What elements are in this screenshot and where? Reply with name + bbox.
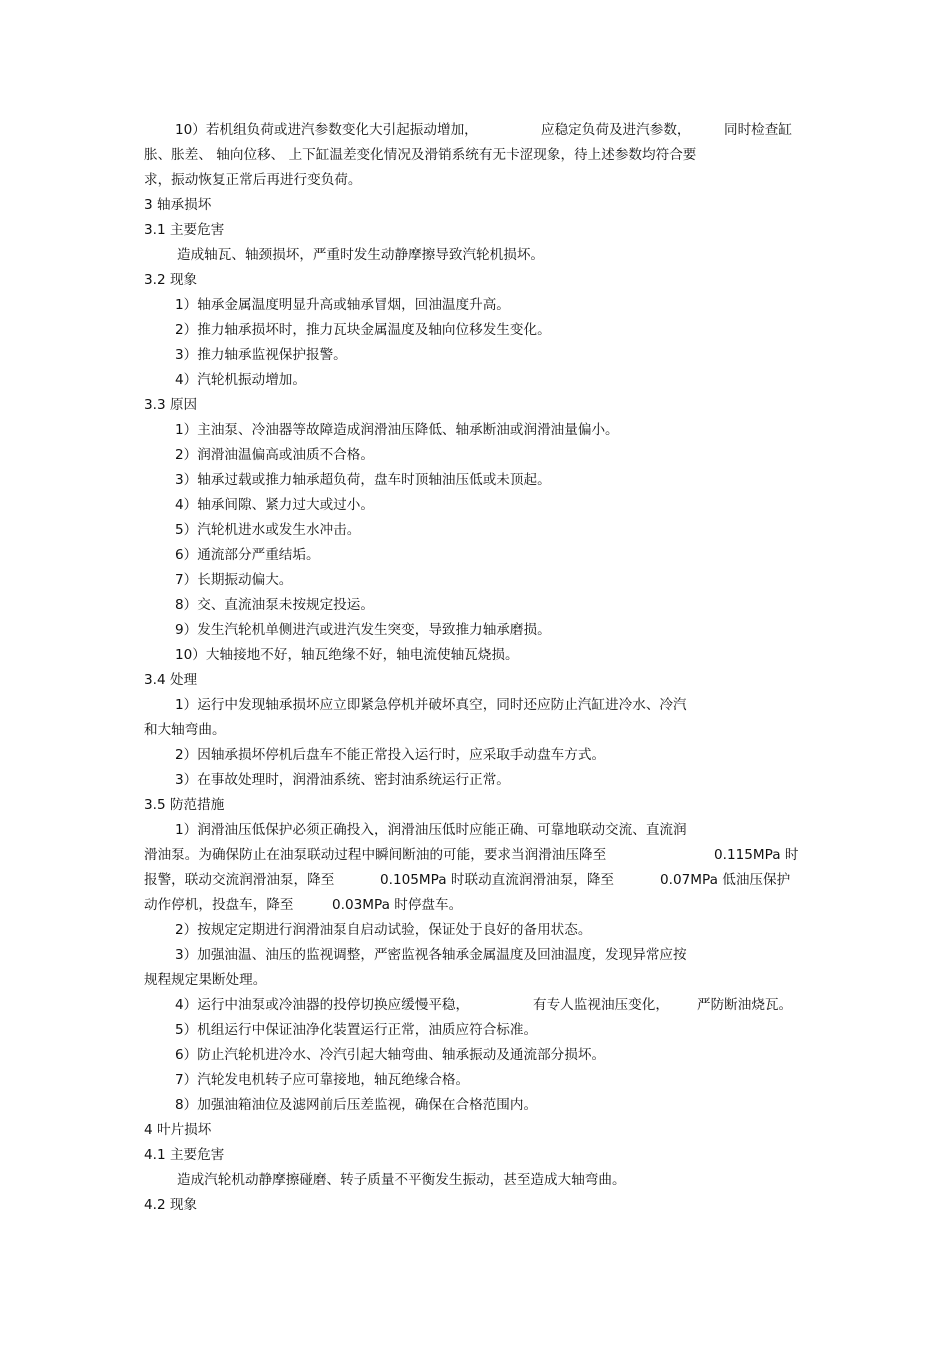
line-segment: 有专人监视油压变化， [533, 997, 669, 1013]
list-item: 6）防止汽轮机进冷水、冷汽引起大轴弯曲、轴承振动及通流部分损坏。 [175, 1047, 606, 1063]
list-item-continuation: 规程规定果断处理。 [144, 972, 267, 988]
line-segment: 滑油泵。为确保防止在油泵联动过程中瞬间断油的可能，要求当润滑油压降至 [144, 847, 607, 863]
item-10-line-2: 胀、胀差、 轴向位移、 上下缸温差变化情况及滑销系统有无卡涩现象，待上述参数均符合要 [144, 147, 697, 163]
section-3-5-heading: 3.5 防范措施 [144, 797, 225, 813]
line-segment: 0.03MPa 时停盘车。 [332, 897, 463, 913]
section-3-3-heading: 3.3 原因 [144, 397, 198, 413]
list-item: 2）因轴承损坏停机后盘车不能正常投入运行时，应采取手动盘车方式。 [175, 747, 606, 763]
list-item: 2）润滑油温偏高或油质不合格。 [175, 447, 374, 463]
list-item: 1）润滑油压低保护必须正确投入，润滑油压低时应能正确、可靠地联动交流、直流润 [175, 822, 687, 838]
line-segment: 0.07MPa 低油压保护 [660, 872, 791, 888]
list-item: 7）汽轮发电机转子应可靠接地，轴瓦绝缘合格。 [175, 1072, 470, 1088]
line-segment: 0.115MPa 时 [714, 847, 799, 863]
line-segment: 严防断油烧瓦。 [697, 997, 793, 1013]
line-segment: 0.105MPa 时联动直流润滑油泵，降至 [380, 872, 615, 888]
list-item: 4）汽轮机振动增加。 [175, 372, 306, 388]
list-item: 4）轴承间隙、紧力过大或过小。 [175, 497, 374, 513]
item-10-line-3: 求，振动恢复正常后再进行变负荷。 [144, 172, 362, 188]
list-item: 1）主油泵、冷油器等故障造成润滑油压降低、轴承断油或润滑油量偏小。 [175, 422, 619, 438]
list-item: 9）发生汽轮机单侧进汽或进汽发生突变，导致推力轴承磨损。 [175, 622, 551, 638]
list-item: 1）运行中发现轴承损坏应立即紧急停机并破坏真空，同时还应防止汽缸进冷水、冷汽 [175, 697, 687, 713]
list-item: 6）通流部分严重结垢。 [175, 547, 320, 563]
item-10-part-a: 10）若机组负荷或进汽参数变化大引起振动增加， [175, 122, 478, 138]
list-item: 10）大轴接地不好，轴瓦绝缘不好，轴电流使轴瓦烧损。 [175, 647, 519, 663]
list-item: 1）轴承金属温度明显升高或轴承冒烟，回油温度升高。 [175, 297, 510, 313]
section-4-1-heading: 4.1 主要危害 [144, 1147, 225, 1163]
item-10-part-b: 应稳定负荷及进汽参数， [541, 122, 691, 138]
list-item: 5）机组运行中保证油净化装置运行正常，油质应符合标准。 [175, 1022, 538, 1038]
line-segment: 报警，联动交流润滑油泵，降至 [144, 872, 335, 888]
section-4-heading: 4 叶片损坏 [144, 1122, 212, 1138]
item-10-part-c: 同时检查缸 [724, 122, 792, 138]
list-item: 5）汽轮机进水或发生水冲击。 [175, 522, 361, 538]
line-segment: 动作停机，投盘车，降至 [144, 897, 294, 913]
list-item: 3）在事故处理时，润滑油系统、密封油系统运行正常。 [175, 772, 510, 788]
list-item: 8）交、直流油泵未按规定投运。 [175, 597, 374, 613]
list-item: 2）推力轴承损坏时，推力瓦块金属温度及轴向位移发生变化。 [175, 322, 551, 338]
section-4-2-heading: 4.2 现象 [144, 1197, 198, 1213]
list-item: 7）长期振动偏大。 [175, 572, 293, 588]
line-segment: 4）运行中油泵或冷油器的投停切换应缓慢平稳， [175, 997, 470, 1013]
list-item: 3）轴承过载或推力轴承超负荷，盘车时顶轴油压低或未顶起。 [175, 472, 551, 488]
section-3-4-heading: 3.4 处理 [144, 672, 198, 688]
section-3-1-heading: 3.1 主要危害 [144, 222, 225, 238]
section-3-2-heading: 3.2 现象 [144, 272, 198, 288]
list-item: 8）加强油箱油位及滤网前后压差监视，确保在合格范围内。 [175, 1097, 538, 1113]
list-item: 2）按规定定期进行润滑油泵自启动试验，保证处于良好的备用状态。 [175, 922, 592, 938]
list-item: 3）推力轴承监视保护报警。 [175, 347, 347, 363]
list-item: 3）加强油温、油压的监视调整，严密监视各轴承金属温度及回油温度，发现异常应按 [175, 947, 687, 963]
section-4-1-text: 造成汽轮机动静摩擦碰磨、转子质量不平衡发生振动，甚至造成大轴弯曲。 [177, 1172, 626, 1188]
list-item-continuation: 和大轴弯曲。 [144, 722, 226, 738]
section-3-1-text: 造成轴瓦、轴颈损坏，严重时发生动静摩擦导致汽轮机损坏。 [177, 247, 545, 263]
section-3-heading: 3 轴承损坏 [144, 197, 212, 213]
